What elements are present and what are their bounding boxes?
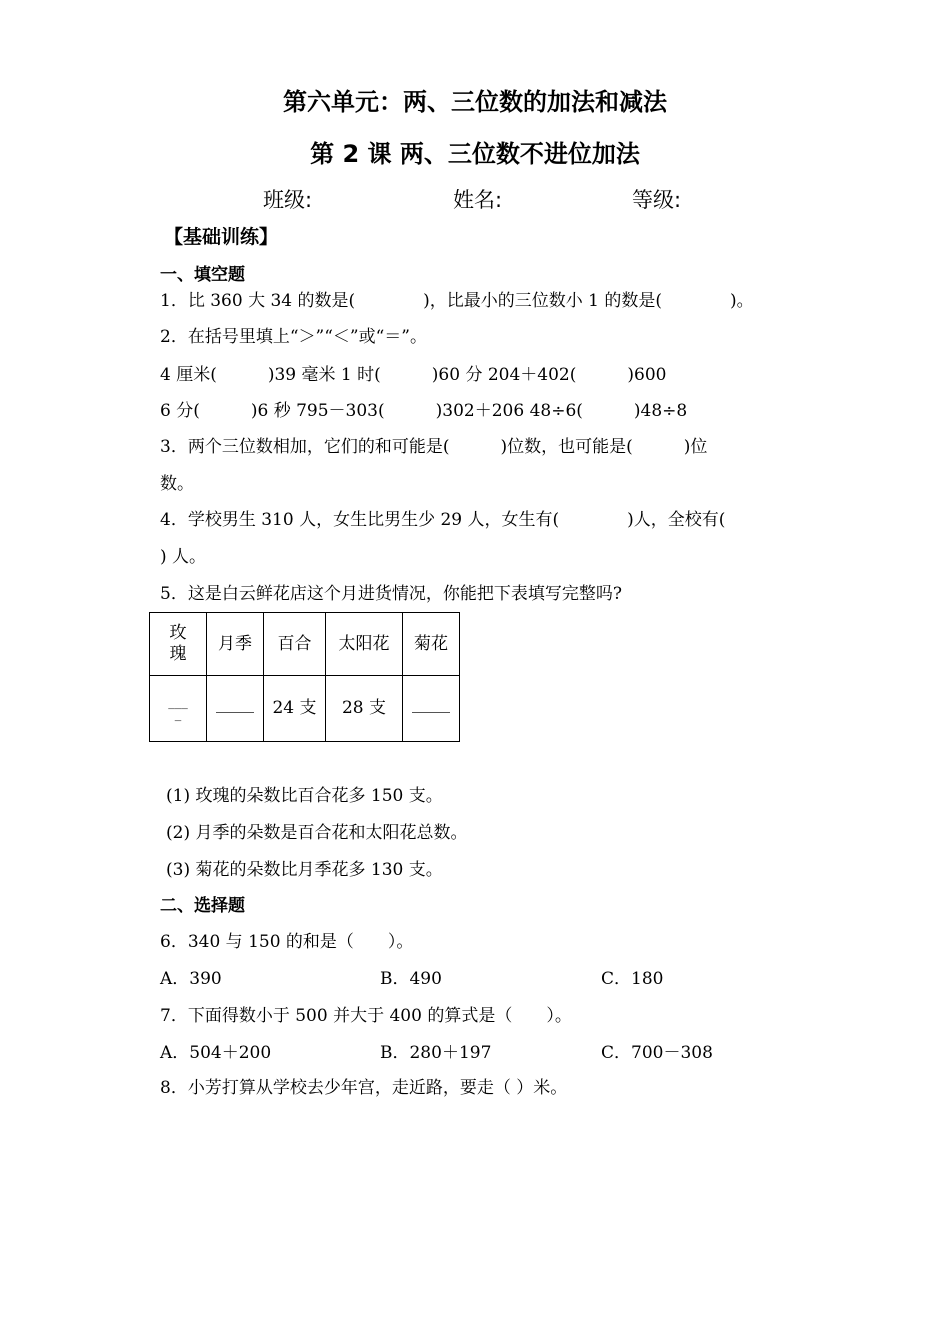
header-rose xyxy=(150,613,207,676)
cell-monthly-rose-blank[interactable] xyxy=(207,676,264,742)
q5-note-1: (1) 玫瑰的朵数比百合花多 150 支。 xyxy=(166,786,443,806)
header-rose-char-2: 瑰 xyxy=(169,644,187,664)
class-label: 班级: xyxy=(263,188,313,212)
lesson-subtitle: 第 2 课 两、三位数不进位加法 xyxy=(310,140,640,168)
header-sunflower: 太阳花 xyxy=(326,613,403,676)
blank-line xyxy=(216,698,254,713)
q7-option-b[interactable]: B．280＋197 xyxy=(380,1043,492,1063)
header-monthly-rose: 月季 xyxy=(207,613,264,676)
q7-option-c[interactable]: C．700－308 xyxy=(601,1043,713,1063)
question-2-row-1: 4 厘米( )39 毫米 1 时( )60 分 204＋402( )600 xyxy=(160,365,667,385)
cell-chrysanthemum-blank[interactable] xyxy=(403,676,460,742)
cell-rose-blank-line-2: _ xyxy=(174,706,182,722)
q5-note-2: (2) 月季的朵数是百合花和太阳花总数。 xyxy=(166,823,468,843)
question-7: 7．下面得数小于 500 并大于 400 的算式是（ ）。 xyxy=(160,1006,572,1026)
page-title: 第六单元：两、三位数的加法和减法 xyxy=(283,88,667,116)
blank-line xyxy=(412,698,450,713)
question-3: 3．两个三位数相加，它们的和可能是( )位数，也可能是( )位 xyxy=(160,437,708,457)
question-3-continued: 数。 xyxy=(160,474,194,494)
header-lily: 百合 xyxy=(264,613,326,676)
question-6: 6．340 与 150 的和是（ ）。 xyxy=(160,932,414,952)
name-label: 姓名: xyxy=(453,188,503,212)
question-4: 4．学校男生 310 人，女生比男生少 29 人，女生有( )人，全校有( xyxy=(160,510,726,530)
question-5: 5．这是白云鲜花店这个月进货情况，你能把下表填写完整吗? xyxy=(160,584,622,604)
question-4-continued: ) 人。 xyxy=(160,547,207,567)
cell-rose-blank[interactable] xyxy=(150,676,207,742)
q6-option-a[interactable]: A．390 xyxy=(160,969,222,989)
question-1: 1．比 360 大 34 的数是( )，比最小的三位数小 1 的数是( )。 xyxy=(160,291,754,311)
cell-lily-value: 24 支 xyxy=(264,676,326,742)
header-rose-char-1: 玫 xyxy=(169,623,187,643)
cell-rose-blank-line-1: ___ xyxy=(168,694,188,710)
question-2: 2．在括号里填上“＞”“＜”或“＝”。 xyxy=(160,327,427,347)
question-8: 8．小芳打算从学校去少年宫，走近路，要走（ ）米。 xyxy=(160,1078,568,1098)
header-chrysanthemum: 菊花 xyxy=(403,613,460,676)
q6-option-b[interactable]: B．490 xyxy=(380,969,442,989)
q6-option-c[interactable]: C．180 xyxy=(601,969,664,989)
grade-label: 等级: xyxy=(632,188,682,212)
question-2-row-2: 6 分( )6 秒 795－303( )302＋206 48÷6( )48÷8 xyxy=(160,401,688,421)
basic-training-heading: 【基础训练】 xyxy=(164,226,279,248)
q5-note-3: (3) 菊花的朵数比月季花多 130 支。 xyxy=(166,860,443,880)
q7-option-a[interactable]: A．504＋200 xyxy=(160,1043,272,1063)
cell-sunflower-value: 28 支 xyxy=(326,676,403,742)
multiple-choice-heading: 二、选择题 xyxy=(160,896,245,916)
fill-blank-heading: 一、填空题 xyxy=(160,265,245,285)
flower-stock-table xyxy=(149,612,460,742)
